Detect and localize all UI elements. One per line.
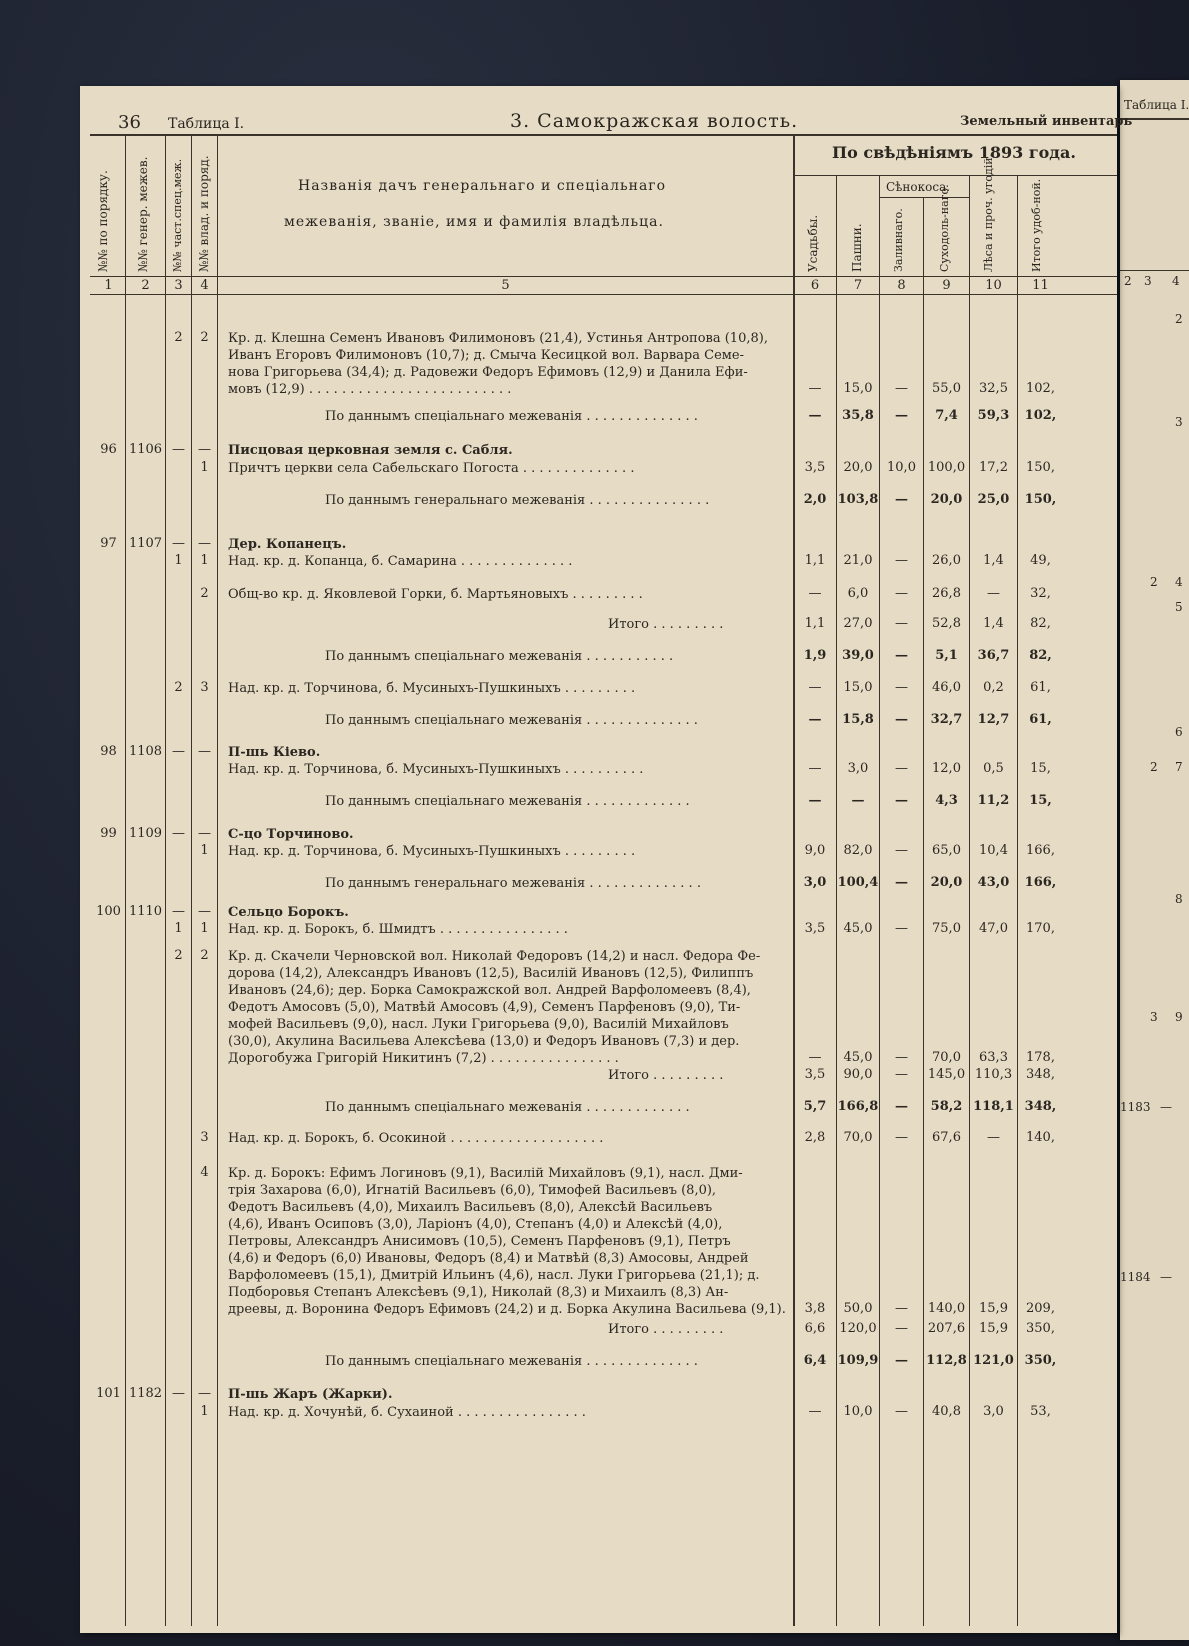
- row-owner-number: 4: [200, 1165, 209, 1180]
- row-value: 3,5: [804, 1067, 826, 1082]
- table-label: Таблица I.: [168, 116, 245, 132]
- row-value: —: [895, 492, 908, 507]
- row-value: 53,: [1030, 1404, 1051, 1419]
- row-value: 82,: [1029, 648, 1052, 663]
- row-text: Итого . . . . . . . . .: [608, 1322, 724, 1337]
- row-owner-number: —: [198, 904, 211, 919]
- row-value: 25,0: [977, 492, 1010, 507]
- row-value: 15,8: [842, 712, 874, 727]
- row-value: 2,0: [803, 492, 827, 507]
- col-header-pashni: Пашни.: [850, 223, 864, 272]
- col-number: 7: [853, 278, 863, 293]
- row-value: —: [895, 1404, 908, 1419]
- row-special-number: —: [172, 744, 185, 759]
- row-value: 15,0: [843, 381, 873, 396]
- row-value: 82,0: [843, 843, 873, 858]
- row-special-number: 2: [174, 680, 183, 695]
- row-text: Над. кр. д. Торчинова, б. Мусиныхъ-Пушкиныхъ . . . . . . . . . .: [228, 762, 644, 777]
- row-value: 58,2: [930, 1099, 963, 1114]
- row-value: 26,8: [932, 586, 961, 601]
- next-page-num-1: 2: [1124, 274, 1132, 288]
- row-text: По даннымъ спеціальнаго межеванія . . . . . . . . . . . . . .: [325, 409, 698, 424]
- row-value: 118,1: [973, 1099, 1014, 1114]
- row-value: 350,: [1024, 1353, 1057, 1368]
- row-text: Подборовья Степанъ Алексѣевъ (9,1), Николай (8,3) и Михаилъ (8,3) Ан-: [228, 1285, 729, 1300]
- row-value: —: [895, 1130, 908, 1145]
- row-value: 1,4: [983, 553, 1004, 568]
- row-value: 36,7: [977, 648, 1010, 663]
- row-value: 12,7: [977, 712, 1010, 727]
- row-value: 100,0: [927, 460, 966, 475]
- next-page-entry: —: [1160, 1100, 1172, 1114]
- row-value: —: [895, 843, 908, 858]
- col-number: 2: [141, 278, 150, 293]
- row-value: 20,0: [843, 460, 873, 475]
- col-header-senokosa: Сѣнокоса.: [886, 180, 951, 194]
- row-value: 65,0: [932, 843, 961, 858]
- row-text: Дорогобужа Григорій Никитинъ (7,2) . . . . . . . . . . . . . . . .: [228, 1051, 619, 1066]
- row-owner-number: 3: [200, 680, 209, 695]
- row-special-number: —: [172, 536, 185, 551]
- row-value: —: [895, 553, 908, 568]
- subgroup-rule: [880, 197, 969, 198]
- row-value: 10,0: [843, 1404, 873, 1419]
- row-value: 6,4: [803, 1353, 827, 1368]
- row-order-number: 99: [100, 826, 117, 841]
- row-value: 26,0: [932, 553, 961, 568]
- row-value: —: [895, 586, 908, 601]
- col-header-sukhodol: Суходоль-наго.: [938, 184, 951, 272]
- row-value: 46,0: [932, 680, 961, 695]
- row-heading: Дер. Копанецъ.: [228, 537, 347, 552]
- row-value: 109,9: [837, 1353, 879, 1368]
- next-page-entry: 1184: [1120, 1270, 1151, 1284]
- row-owner-number: —: [198, 1386, 211, 1401]
- row-value: 35,8: [842, 408, 874, 423]
- row-value: —: [895, 1050, 908, 1065]
- row-text: Кр. д. Клешна Семенъ Ивановъ Филимоновъ (21,4), Устинья Антропова (10,8),: [228, 331, 768, 346]
- next-page-entry: 5: [1175, 600, 1183, 614]
- row-value: 0,5: [983, 761, 1004, 776]
- row-text: (4,6), Иванъ Осиповъ (3,0), Ларіонъ (4,0), Степанъ (4,0) и Алексѣй (4,0),: [228, 1217, 723, 1232]
- row-value: 82,: [1030, 616, 1051, 631]
- row-value: 145,0: [927, 1067, 966, 1082]
- row-text: Петровы, Александръ Анисимовъ (10,5), Семенъ Парфеновъ (9,1), Петръ: [228, 1234, 731, 1249]
- row-value: 178,: [1026, 1050, 1055, 1065]
- row-owner-number: 1: [200, 553, 209, 568]
- row-value: 1,1: [804, 616, 826, 631]
- page-number: 36: [118, 112, 141, 133]
- row-owner-number: 1: [200, 1404, 209, 1419]
- row-value: 32,5: [979, 381, 1008, 396]
- col-number: 9: [942, 278, 951, 293]
- row-value: 27,0: [843, 616, 873, 631]
- row-value: 43,0: [977, 875, 1010, 890]
- row-value: 61,: [1030, 680, 1051, 695]
- next-page-header: Таблица I.: [1124, 98, 1189, 112]
- row-value: 166,: [1024, 875, 1057, 890]
- row-special-number: 2: [174, 330, 183, 345]
- section-label: Земельный инвентарь: [960, 114, 1133, 129]
- row-value: 121,0: [973, 1353, 1014, 1368]
- row-text: Над. кр. д. Торчинова, б. Мусиныхъ-Пушкиныхъ . . . . . . . . .: [228, 844, 636, 859]
- row-value: —: [987, 1130, 1000, 1145]
- row-value: 209,: [1026, 1301, 1055, 1316]
- row-text: Общ-во кр. д. Яковлевой Горки, б. Мартьяновыхъ . . . . . . . . .: [228, 587, 643, 602]
- col-header-owner: №№ влад. и поряд.: [197, 155, 211, 272]
- row-value: 15,9: [979, 1321, 1008, 1336]
- row-general-number: 1182: [128, 1386, 163, 1401]
- row-value: 102,: [1024, 408, 1057, 423]
- row-value: 7,4: [935, 408, 958, 423]
- row-order-number: 100: [96, 904, 121, 919]
- row-value: 12,0: [932, 761, 961, 776]
- row-value: 90,0: [843, 1067, 873, 1082]
- col-header-zalivnogo: Заливнаго.: [892, 208, 905, 272]
- row-value: 1,4: [983, 616, 1004, 631]
- next-page-entry: 8: [1175, 892, 1183, 906]
- row-value: —: [895, 1067, 908, 1082]
- row-value: 20,0: [930, 875, 963, 890]
- row-owner-number: 2: [200, 948, 209, 963]
- col-number: 10: [985, 278, 1002, 293]
- row-value: 32,7: [930, 712, 963, 727]
- next-page-entry: 2: [1175, 312, 1183, 326]
- col-header-special: №№ част.спец.меж.: [171, 158, 184, 272]
- row-heading: Писцовая церковная земля с. Сабля.: [228, 443, 513, 458]
- row-value: 32,: [1030, 586, 1051, 601]
- row-value: 1,9: [803, 648, 827, 663]
- next-page-entry: 1183: [1120, 1100, 1151, 1114]
- row-value: 6,6: [804, 1321, 826, 1336]
- row-value: —: [808, 680, 822, 695]
- row-text: (4,6) и Федоръ (6,0) Ивановы, Федоръ (8,4) и Матвѣй (8,3) Амосовы, Андрей: [228, 1251, 749, 1266]
- row-value: 20,0: [930, 492, 963, 507]
- row-text: Итого . . . . . . . . .: [608, 1068, 724, 1083]
- col-number: 5: [501, 278, 510, 293]
- col-header-names-1: Названія дачъ генеральнаго и спеціальнаго: [298, 178, 667, 194]
- row-value: 75,0: [932, 921, 961, 936]
- row-value: 150,: [1024, 492, 1057, 507]
- row-value: 4,3: [935, 793, 958, 808]
- col-number: 1: [104, 278, 113, 293]
- row-value: 45,0: [843, 1050, 873, 1065]
- row-value: —: [808, 761, 822, 776]
- col-header-general: №№ генер. межев.: [136, 156, 150, 272]
- col-number: 8: [897, 278, 906, 293]
- row-text: По даннымъ генеральнаго межеванія . . . . . . . . . . . . . .: [325, 876, 701, 891]
- row-value: 102,: [1026, 381, 1055, 396]
- row-text: нова Григорьева (34,4); д. Радовежи Федоръ Ефимовъ (12,9) и Данила Ефи-: [228, 365, 748, 380]
- next-page-entry: 4: [1175, 575, 1183, 589]
- row-value: 70,0: [932, 1050, 961, 1065]
- row-text: Над. кр. д. Борокъ, б. Шмидтъ . . . . . . . . . . . . . . . .: [228, 922, 568, 937]
- row-value: 47,0: [979, 921, 1008, 936]
- row-value: 5,1: [935, 648, 958, 663]
- row-text: По даннымъ спеціальнаго межеванія . . . . . . . . . . . . .: [325, 1100, 690, 1115]
- next-page-entry: 9: [1175, 1010, 1183, 1024]
- row-special-number: —: [172, 904, 185, 919]
- row-text: Кр. д. Борокъ: Ефимъ Логиновъ (9,1), Василій Михайловъ (9,1), насл. Дми-: [228, 1166, 743, 1181]
- row-value: 15,: [1030, 761, 1051, 776]
- row-heading: П-шь Жаръ (Жарки).: [228, 1387, 393, 1402]
- row-text: (30,0), Акулина Васильева Алексѣева (13,0) и Федоръ Ивановъ (7,3) и дер.: [228, 1034, 740, 1049]
- row-value: —: [808, 712, 822, 727]
- row-value: 40,8: [932, 1404, 961, 1419]
- row-text: дорова (14,2), Александръ Ивановъ (12,5), Василій Ивановъ (12,5), Филиппъ: [228, 966, 754, 981]
- row-heading: С-цо Торчиново.: [228, 827, 354, 842]
- row-value: 10,0: [887, 460, 916, 475]
- col-number: 3: [174, 278, 183, 293]
- row-value: 55,0: [932, 381, 961, 396]
- row-text: Федотъ Васильевъ (4,0), Михаилъ Васильевъ (8,0), Алексѣй Васильевъ: [228, 1200, 713, 1215]
- row-general-number: 1107: [128, 536, 163, 551]
- row-value: —: [895, 921, 908, 936]
- col-header-lesa: Лѣса и проч. угодій.: [982, 153, 995, 272]
- row-owner-number: 1: [200, 460, 209, 475]
- col-number: 6: [810, 278, 820, 293]
- col-header-usadby: Усадьбы.: [806, 214, 820, 272]
- row-text: мофей Васильевъ (9,0), насл. Луки Григорьева (9,0), Василій Михайловъ: [228, 1017, 729, 1032]
- row-value: —: [895, 381, 908, 396]
- col-rule: [125, 136, 126, 1626]
- row-value: 110,3: [974, 1067, 1013, 1082]
- row-value: 150,: [1026, 460, 1055, 475]
- col-rule: [165, 136, 166, 1626]
- row-value: 11,2: [977, 793, 1010, 808]
- row-text: Федотъ Амосовъ (5,0), Матвѣй Амосовъ (4,9), Семенъ Парфеновъ (9,0), Ти-: [228, 1000, 741, 1015]
- row-order-number: 97: [100, 536, 117, 551]
- col-header-names-2: межеванія, званіе, имя и фамилія владѣльца.: [284, 214, 664, 230]
- row-value: 140,: [1026, 1130, 1055, 1145]
- row-text: По даннымъ спеціальнаго межеванія . . . . . . . . . . . . .: [325, 794, 690, 809]
- row-owner-number: 1: [200, 921, 209, 936]
- row-value: 5,7: [803, 1099, 827, 1114]
- row-text: Итого . . . . . . . . .: [608, 617, 724, 632]
- row-text: По даннымъ спеціальнаго межеванія . . . . . . . . . . .: [325, 649, 674, 664]
- row-value: 140,0: [927, 1301, 966, 1316]
- row-heading: П-шь Кіево.: [228, 745, 321, 760]
- next-page-entry: 3: [1150, 1010, 1158, 1024]
- row-owner-number: 1: [200, 843, 209, 858]
- row-value: 3,8: [804, 1301, 826, 1316]
- row-value: 3,0: [983, 1404, 1004, 1419]
- header-rule: [90, 134, 1117, 136]
- row-special-number: —: [172, 442, 185, 457]
- row-value: 0,2: [983, 680, 1004, 695]
- row-value: —: [895, 680, 908, 695]
- next-page-num-2: 3: [1144, 274, 1152, 288]
- row-value: —: [808, 1404, 822, 1419]
- col-group-header: По свѣдѣніямъ 1893 года.: [832, 143, 1076, 162]
- row-value: 50,0: [843, 1301, 873, 1316]
- next-page-entry: 7: [1175, 760, 1183, 774]
- col-header-order: №№ по порядку.: [96, 170, 110, 272]
- row-text: Причтъ церкви села Сабельскаго Погоста . . . . . . . . . . . . . .: [228, 461, 635, 476]
- row-value: —: [895, 408, 908, 423]
- row-order-number: 96: [100, 442, 117, 457]
- row-general-number: 1108: [128, 744, 163, 759]
- row-value: 348,: [1026, 1067, 1055, 1082]
- row-value: 10,4: [979, 843, 1008, 858]
- row-text: Над. кр. д. Борокъ, б. Осокиной . . . . . . . . . . . . . . . . . . .: [228, 1131, 604, 1146]
- row-value: —: [808, 793, 822, 808]
- col-header-itogo: Итого удоб-ной.: [1030, 178, 1043, 272]
- row-owner-number: 3: [200, 1130, 209, 1145]
- row-value: 63,3: [979, 1050, 1008, 1065]
- row-value: 3,0: [847, 761, 869, 776]
- row-value: —: [895, 875, 908, 890]
- row-value: 70,0: [843, 1130, 873, 1145]
- row-text: Над. кр. д. Торчинова, б. Мусиныхъ-Пушкиныхъ . . . . . . . . .: [228, 681, 636, 696]
- col-number: 4: [200, 278, 209, 293]
- row-text: Иванъ Егоровъ Филимоновъ (10,7); д. Смыча Кесицкой вол. Варвара Семе-: [228, 348, 744, 363]
- row-value: 350,: [1026, 1321, 1055, 1336]
- document-page: [80, 86, 1133, 1633]
- row-text: дреевы, д. Воронина Федоръ Ефимовъ (24,2) и д. Борка Акулина Васильева (9,1).: [228, 1302, 786, 1317]
- row-value: —: [895, 616, 908, 631]
- row-text: Над. кр. д. Хочунѣй, б. Сухаиной . . . . . . . . . . . . . . . .: [228, 1405, 586, 1420]
- row-value: —: [895, 1301, 908, 1316]
- row-value: —: [895, 1099, 908, 1114]
- next-page-num-3: 4: [1172, 274, 1180, 288]
- row-text: Ивановъ (24,6); дер. Борка Самокражской вол. Андрей Варфоломеевъ (8,4),: [228, 983, 751, 998]
- row-general-number: 1109: [128, 826, 163, 841]
- row-owner-number: 2: [200, 330, 209, 345]
- row-value: 3,5: [804, 460, 826, 475]
- row-value: —: [895, 761, 908, 776]
- row-value: 348,: [1024, 1099, 1057, 1114]
- page-title: 3. Самокражская волость.: [510, 110, 799, 132]
- row-value: 9,0: [804, 843, 826, 858]
- row-value: 45,0: [843, 921, 873, 936]
- row-text: Над. кр. д. Копанца, б. Самарина . . . . . . . . . . . . . .: [228, 554, 573, 569]
- row-value: —: [895, 712, 908, 727]
- next-page-entry: 2: [1150, 760, 1158, 774]
- row-value: —: [895, 793, 908, 808]
- row-order-number: 98: [100, 744, 117, 759]
- row-value: 39,0: [842, 648, 874, 663]
- row-value: 61,: [1029, 712, 1052, 727]
- row-owner-number: —: [198, 536, 211, 551]
- row-special-number: —: [172, 1386, 185, 1401]
- row-value: 49,: [1030, 553, 1051, 568]
- row-text: По даннымъ генеральнаго межеванія . . . . . . . . . . . . . . .: [325, 493, 710, 508]
- row-owner-number: —: [198, 442, 211, 457]
- row-value: 6,0: [847, 586, 869, 601]
- row-value: —: [808, 586, 822, 601]
- row-owner-number: 2: [200, 586, 209, 601]
- row-value: —: [808, 381, 822, 396]
- row-text: трія Захарова (6,0), Игнатій Васильевъ (6,0), Тимофей Васильевъ (8,0),: [228, 1183, 717, 1198]
- group-rule: [794, 175, 1117, 176]
- row-order-number: 101: [96, 1386, 121, 1401]
- row-value: 17,2: [979, 460, 1008, 475]
- next-page-entry: 3: [1175, 415, 1183, 429]
- row-text: По даннымъ спеціальнаго межеванія . . . . . . . . . . . . . .: [325, 1354, 698, 1369]
- next-page-entry: 2: [1150, 575, 1158, 589]
- col-number: 11: [1032, 278, 1049, 293]
- next-page-edge: [1120, 80, 1189, 1640]
- row-value: 3,5: [804, 921, 826, 936]
- row-value: —: [895, 1353, 908, 1368]
- row-general-number: 1110: [128, 904, 163, 919]
- row-special-number: —: [172, 826, 185, 841]
- row-owner-number: —: [198, 826, 211, 841]
- row-value: 170,: [1026, 921, 1055, 936]
- row-value: 2,8: [804, 1130, 826, 1145]
- row-value: 15,: [1029, 793, 1052, 808]
- row-special-number: 1: [174, 553, 183, 568]
- row-special-number: 2: [174, 948, 183, 963]
- row-value: —: [808, 408, 822, 423]
- row-value: 103,8: [837, 492, 879, 507]
- row-value: —: [851, 793, 865, 808]
- row-value: 166,: [1026, 843, 1055, 858]
- row-text: По даннымъ спеціальнаго межеванія . . . . . . . . . . . . . .: [325, 713, 698, 728]
- row-value: 3,0: [803, 875, 827, 890]
- row-heading: Сельцо Борокъ.: [228, 905, 349, 920]
- col-rule: [191, 136, 192, 1626]
- row-general-number: 1106: [128, 442, 163, 457]
- row-value: 52,8: [932, 616, 961, 631]
- row-text: Варфоломеевъ (15,1), Дмитрій Ильинъ (4,6), насл. Луки Григорьева (21,1); д.: [228, 1268, 760, 1283]
- row-owner-number: —: [198, 744, 211, 759]
- row-value: 15,9: [979, 1301, 1008, 1316]
- row-value: 15,0: [843, 680, 873, 695]
- row-value: 112,8: [926, 1353, 967, 1368]
- row-value: 67,6: [932, 1130, 961, 1145]
- next-page-entry: 6: [1175, 725, 1183, 739]
- row-value: —: [987, 586, 1000, 601]
- next-page-entry: —: [1160, 1270, 1172, 1284]
- row-text: мовъ (12,9) . . . . . . . . . . . . . . . . . . . . . . . . .: [228, 382, 512, 397]
- row-special-number: 1: [174, 921, 183, 936]
- numbers-bottom-rule: [90, 294, 1117, 295]
- row-value: —: [895, 648, 908, 663]
- row-value: 120,0: [839, 1321, 877, 1336]
- row-value: 100,4: [837, 875, 879, 890]
- row-value: 166,8: [837, 1099, 879, 1114]
- col-rule: [217, 136, 218, 1626]
- row-value: —: [895, 1321, 908, 1336]
- row-value: 59,3: [977, 408, 1010, 423]
- row-value: 1,1: [804, 553, 826, 568]
- row-value: 21,0: [843, 553, 873, 568]
- row-value: 207,6: [927, 1321, 966, 1336]
- header-bottom-rule: [90, 276, 1117, 277]
- row-value: —: [808, 1050, 822, 1065]
- row-text: Кр. д. Скачели Черновской вол. Николай Федоровъ (14,2) и насл. Федора Фе-: [228, 949, 761, 964]
